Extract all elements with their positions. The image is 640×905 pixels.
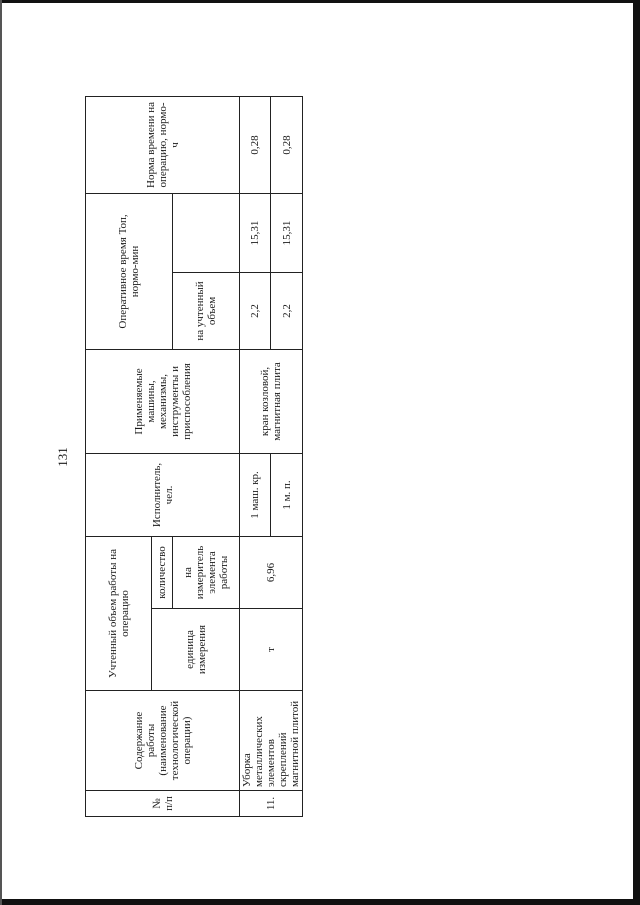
header-optime-group: Оперативное время Топ, нормо-мин (86, 193, 173, 349)
header-optime-meter: на измеритель элемента работы (173, 536, 240, 608)
header-norm: Норма времени на операцию, нормо-ч (86, 96, 240, 193)
row-time-volume: 15,31 (271, 193, 303, 272)
header-optime-volume: на учтенный объем (173, 272, 240, 349)
scan-edge-left (0, 0, 2, 905)
header-unit: единица измерения (152, 609, 240, 691)
row-executor: 1 м. п. (271, 453, 303, 536)
table-row (240, 96, 271, 816)
row-unit: т (240, 609, 303, 691)
header-executor: Исполнитель, чел. (86, 453, 240, 536)
header-machines: Применяемые машины, механизмы, инструменты и приспособления (86, 349, 240, 453)
row-time-meter: 2,2 (240, 272, 271, 349)
row-norm: 0,28 (271, 96, 303, 193)
row-quantity: 6,96 (240, 536, 303, 608)
header-volume-group: Учтенный объем работы на операцию (86, 536, 152, 690)
row-machines: кран козловой, магнитная плита (240, 349, 303, 453)
rotated-table-wrapper (85, 97, 301, 817)
row-description: Уборка металлических элементов скреплений магнитной плитой (240, 691, 303, 791)
scan-edge-bottom (0, 899, 640, 905)
row-time-meter: 2,2 (271, 272, 303, 349)
header-quantity: количество (152, 536, 173, 608)
row-norm: 0,28 (240, 96, 271, 193)
header-num: № п/п (86, 791, 240, 817)
scan-edge-top (0, 0, 640, 3)
page-number: 131 (55, 447, 70, 467)
scan-edge-right (633, 0, 640, 905)
header-description: Содержание работы (наименование технологической операции) (86, 691, 240, 791)
row-num: 11. (240, 791, 303, 817)
row-time-volume: 15,31 (240, 193, 271, 272)
row-executor: 1 маш. кр. (240, 453, 271, 536)
operations-table (85, 96, 303, 817)
